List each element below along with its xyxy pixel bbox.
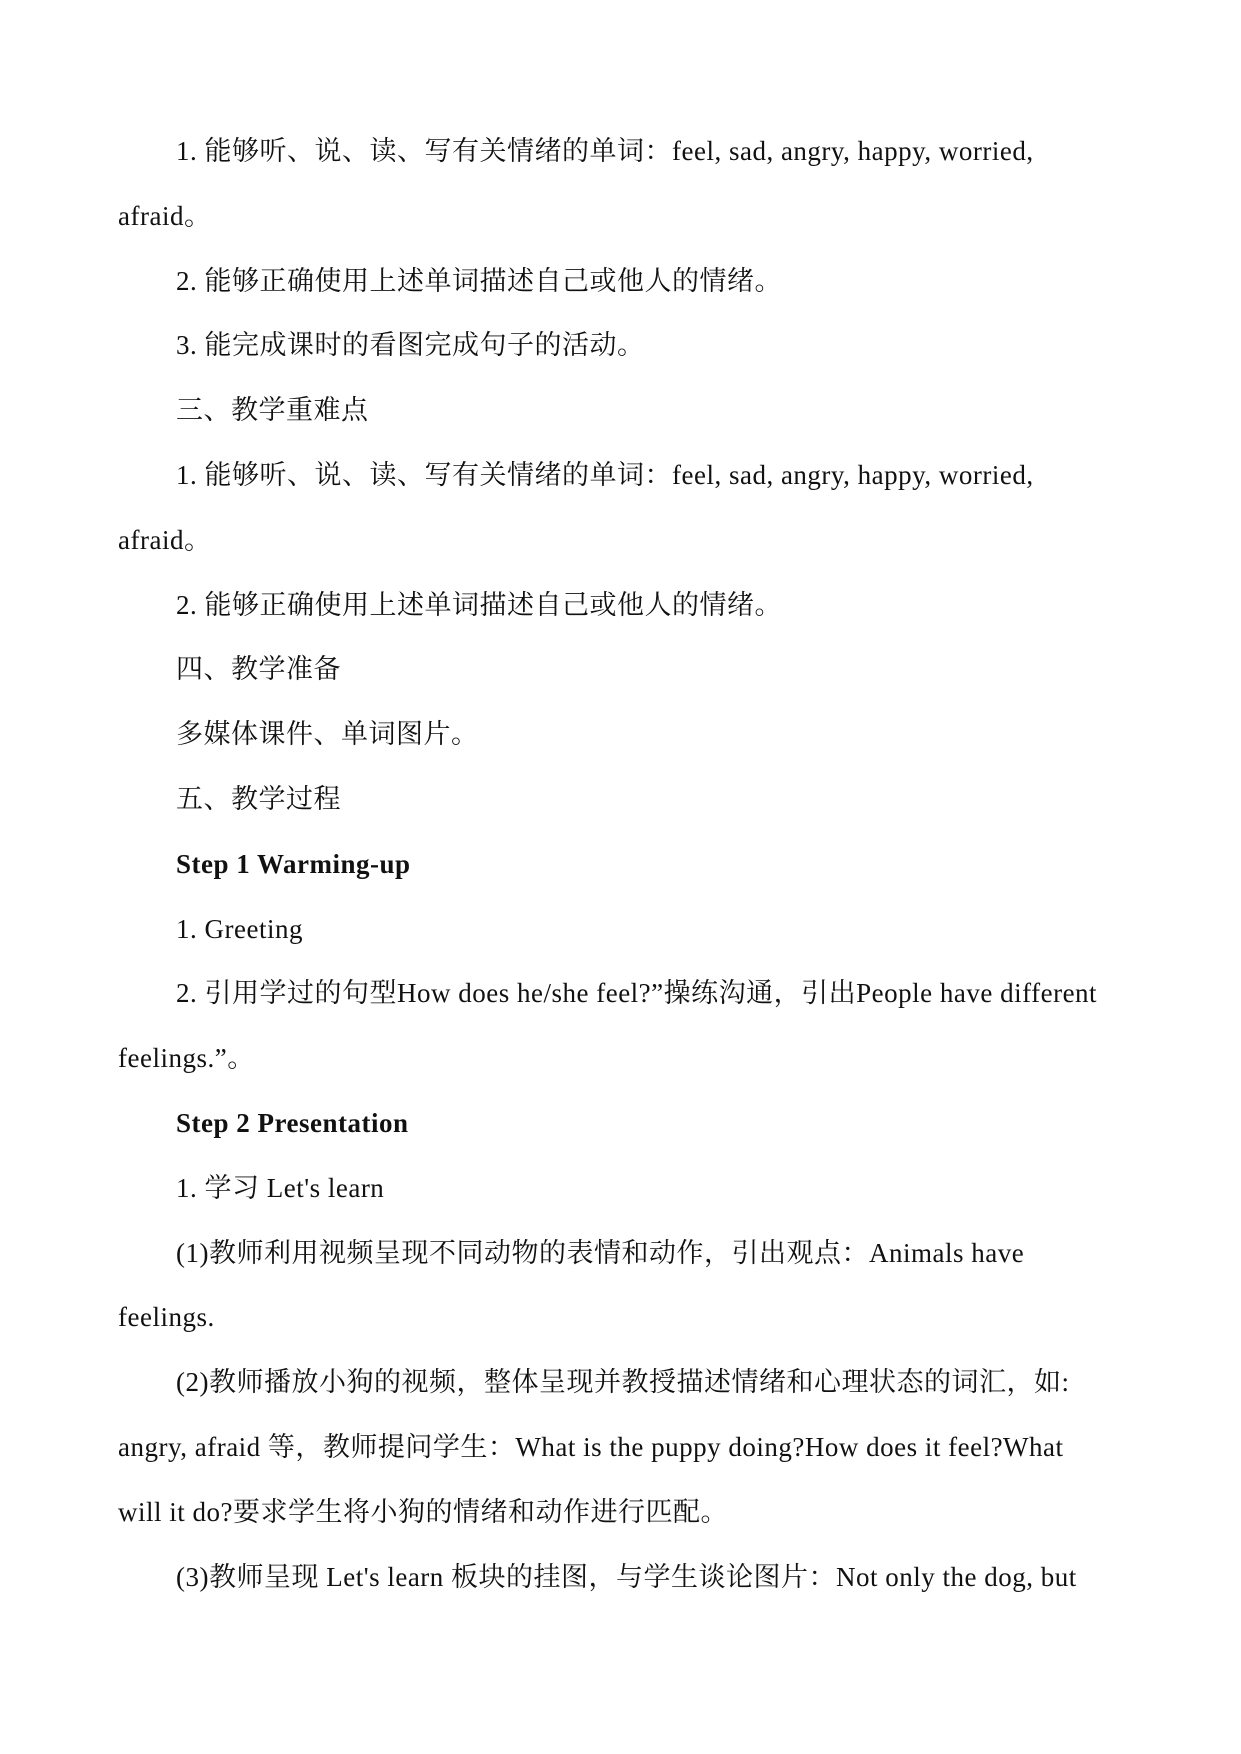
step-1-heading: Step 1 Warming-up bbox=[176, 849, 411, 879]
step-1-item-1: 1. Greeting bbox=[176, 914, 303, 944]
objective-2: 2. 能够正确使用上述单词描述自己或他人的情绪。 bbox=[176, 266, 782, 296]
section-heading-preparation: 四、教学准备 bbox=[176, 654, 341, 684]
preparation-text: 多媒体课件、单词图片。 bbox=[176, 719, 479, 749]
section-heading-process: 五、教学过程 bbox=[176, 784, 341, 814]
step-1-item-2-line-1: 2. 引用学过的句型How does he/she feel?”操练沟通，引出People have different bbox=[176, 978, 1098, 1008]
step-2-item-1: 1. 学习 Let's learn bbox=[176, 1173, 385, 1203]
key-point-1-line-2: afraid。 bbox=[118, 525, 212, 555]
step-2-sub-1-line-2: feelings. bbox=[118, 1302, 215, 1332]
key-point-1-line-1: 1. 能够听、说、读、写有关情绪的单词：feel, sad, angry, happy, worried, bbox=[176, 460, 1034, 490]
objective-1-line-1: 1. 能够听、说、读、写有关情绪的单词：feel, sad, angry, happy, worried, bbox=[176, 136, 1034, 166]
key-point-2: 2. 能够正确使用上述单词描述自己或他人的情绪。 bbox=[176, 590, 782, 620]
step-2-sub-2-line-3: will it do?要求学生将小狗的情绪和动作进行匹配。 bbox=[118, 1497, 728, 1527]
objective-1-line-2: afraid。 bbox=[118, 201, 212, 231]
step-2-sub-2-line-2: angry, afraid 等，教师提问学生：What is the puppy doing?How does it feel?What bbox=[118, 1432, 1064, 1462]
objective-3: 3. 能完成课时的看图完成句子的活动。 bbox=[176, 330, 645, 360]
step-2-sub-1-line-1: (1)教师利用视频呈现不同动物的表情和动作，引出观点：Animals have bbox=[176, 1238, 1025, 1268]
step-2-sub-3-line-1: (3)教师呈现 Let's learn 板块的挂图，与学生谈论图片：Not only the dog, but bbox=[176, 1562, 1077, 1592]
step-2-heading: Step 2 Presentation bbox=[176, 1108, 409, 1138]
step-2-sub-2-line-1: (2)教师播放小狗的视频，整体呈现并教授描述情绪和心理状态的词汇，如: bbox=[176, 1367, 1070, 1397]
section-heading-key-points: 三、教学重难点 bbox=[176, 395, 369, 425]
step-1-item-2-line-2: feelings.”。 bbox=[118, 1043, 255, 1073]
